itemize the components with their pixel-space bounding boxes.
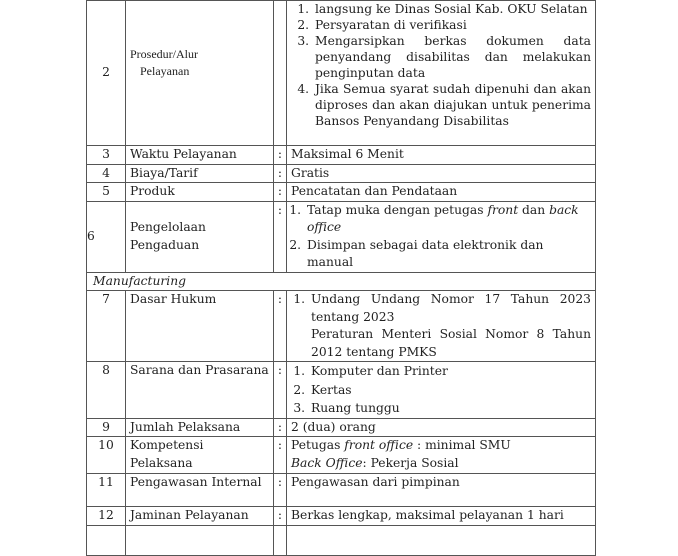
table-row (87, 291, 596, 362)
value-text: front office (344, 438, 414, 452)
row-number: 4 (87, 164, 126, 183)
row-value: Berkas lengkap, maksimal pelayanan 1 hari (287, 507, 596, 526)
table-row (87, 474, 596, 507)
item-text: dan (518, 202, 550, 217)
row-number: 3 (87, 146, 126, 165)
row-label: Kompetensi Pelaksana (126, 437, 274, 474)
row-label: Pengawasan Internal (126, 474, 274, 507)
procedure-list (291, 1, 591, 129)
colon: : (274, 164, 287, 183)
list-item: 3. Mengarsipkan berkas dokumen data penyandang disabilitas dan melakukan penginputan data (313, 33, 591, 81)
row-value (287, 362, 596, 419)
table-row (87, 183, 596, 202)
row-label: Biaya/Tarif (126, 164, 274, 183)
complaint-list (287, 202, 591, 272)
row-label: Jumlah Pelaksana (126, 418, 274, 437)
row-label: Waktu Pelayanan (126, 146, 274, 165)
list-item: 2. Persyaratan di verifikasi (313, 17, 591, 33)
row-number: 7 (87, 291, 126, 362)
colon: : (274, 146, 287, 165)
row-value (287, 291, 596, 362)
list-item: 1. Komputer dan Printer (309, 362, 591, 381)
item-text: Undang Undang Nomor 17 Tahun 2023 tentang 2023 (311, 292, 591, 324)
row-number (87, 525, 126, 555)
row-value (287, 201, 596, 272)
list-item: 2. Kertas (309, 381, 591, 400)
item-text: back office (307, 202, 579, 234)
colon: : (274, 183, 287, 202)
item-text: Tatap muka dengan petugas (307, 202, 488, 217)
table-row (87, 146, 596, 165)
row-label (126, 1, 274, 146)
colon: : (274, 201, 287, 272)
row-number: 9 (87, 418, 126, 437)
row-value (287, 1, 596, 146)
service-standard-table (86, 0, 596, 556)
list-item: 1. langsung ke Dinas Sosial Kab. OKU Selatan (313, 1, 591, 17)
colon: : (274, 291, 287, 362)
table-row (87, 525, 596, 555)
row-value: Maksimal 6 Menit (287, 146, 596, 165)
section-row (87, 272, 596, 291)
item-text: Peraturan Menteri Sosial Nomor 8 Tahun 2012 tentang PMKS (311, 327, 591, 359)
table-row (87, 507, 596, 526)
colon: : (274, 418, 287, 437)
item-text: front (487, 202, 519, 217)
table-row (87, 201, 596, 272)
row-value: 2 (dua) orang (287, 418, 596, 437)
row-number: 12 (87, 507, 126, 526)
table-row (87, 1, 596, 146)
value-text: Petugas (291, 438, 345, 452)
row-label: Sarana dan Prasarana (126, 362, 274, 419)
list-item (309, 291, 591, 361)
row-value: Pengawasan dari pimpinan (287, 474, 596, 507)
colon: : (274, 437, 287, 474)
row-label: Jaminan Pelayanan (126, 507, 274, 526)
row-label (126, 525, 274, 555)
value-text: : Pekerja Sosial (362, 455, 459, 470)
colon: : (274, 507, 287, 526)
row-number: 5 (87, 183, 126, 202)
table-row (87, 164, 596, 183)
value-text: Back Office (291, 455, 363, 470)
row-number: 2 (87, 1, 126, 146)
list-item: 3. Ruang tunggu (309, 399, 591, 418)
section-heading: Manufacturing (87, 272, 596, 291)
list-item: 4. Jika Semua syarat sudah dipenuhi dan akan diproses dan akan diajukan untuk penerima Bansos Penyandang Disabilitas (313, 81, 591, 129)
row-number: 10 (87, 437, 126, 474)
row-value: Gratis (287, 164, 596, 183)
row-number: 11 (87, 474, 126, 507)
table-row (87, 362, 596, 419)
row-value: Pencatatan dan Pendataan (287, 183, 596, 202)
colon (274, 1, 287, 146)
row-number: 6 (87, 201, 126, 272)
label-line: Pelayanan (140, 64, 190, 78)
row-label: Pengelolaan Pengaduan (126, 201, 274, 272)
colon: : (274, 474, 287, 507)
row-value (287, 525, 596, 555)
facilities-list (287, 362, 591, 418)
colon (274, 525, 287, 555)
row-value (287, 437, 596, 474)
row-label: Dasar Hukum (126, 291, 274, 362)
row-number: 8 (87, 362, 126, 419)
row-label: Produk (126, 183, 274, 202)
legal-basis-list (287, 291, 591, 361)
value-text: : minimal SMU (413, 438, 511, 452)
table-row (87, 418, 596, 437)
list-item: 2. Disimpan sebagai data elektronik dan manual (305, 237, 591, 272)
table-row (87, 437, 596, 474)
list-item (305, 202, 591, 237)
colon: : (274, 362, 287, 419)
label-line: Prosedur/Alur (130, 46, 198, 61)
